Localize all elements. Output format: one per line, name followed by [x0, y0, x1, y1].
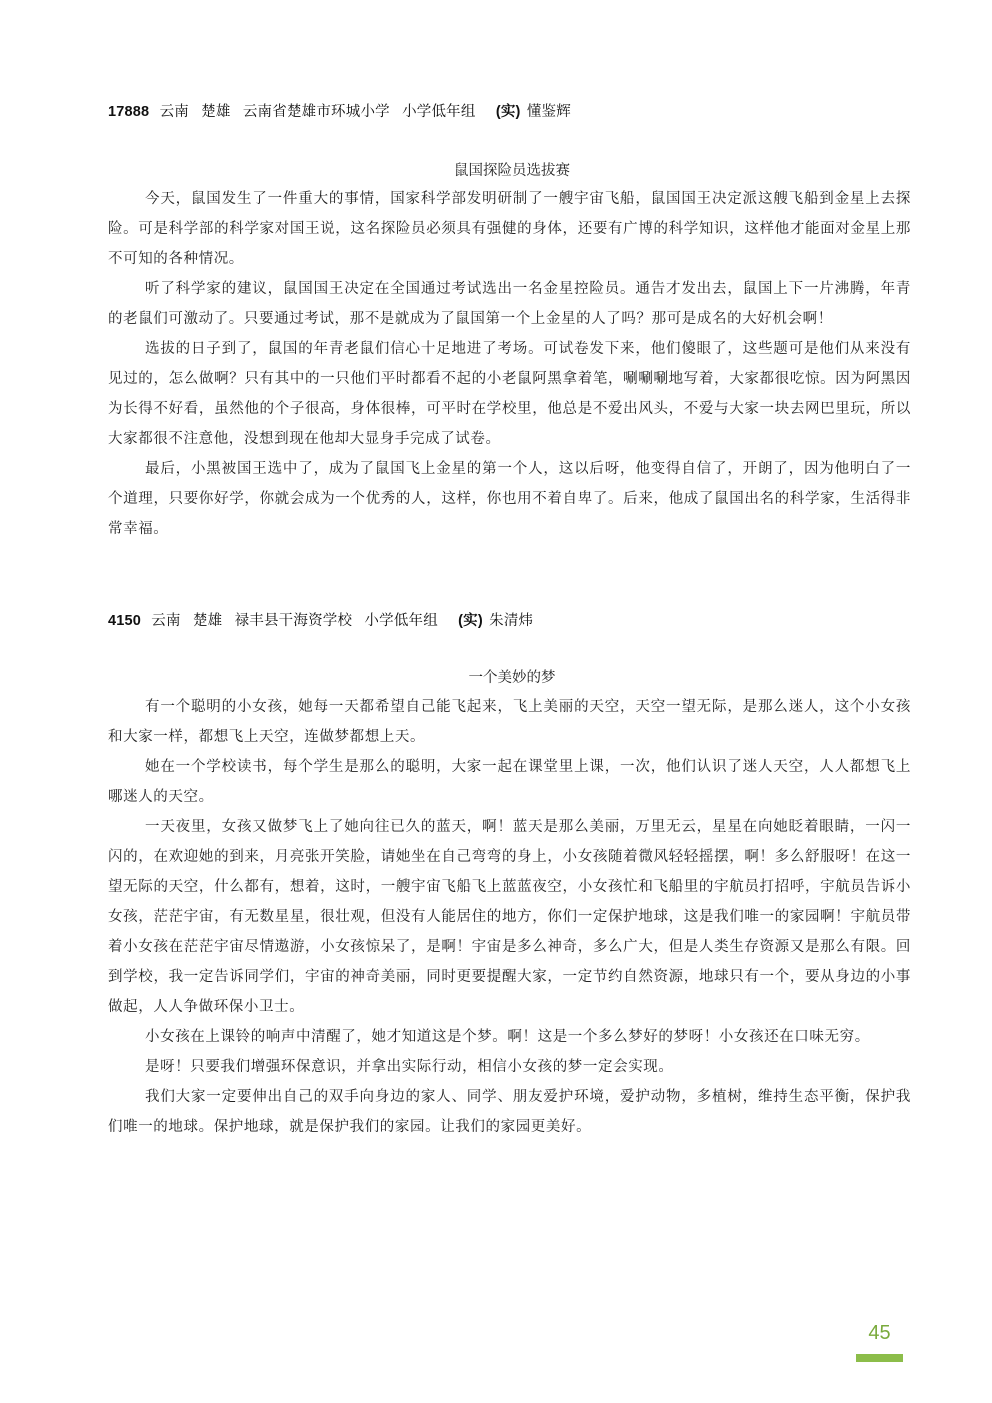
paragraph: 听了科学家的建议，鼠国国王决定在全国通过考试选出一名金星控险员。通告才发出去，鼠国上下一片沸腾，年青的老鼠们可激动了。只要通过考试，那不是就成为了鼠国第一个上金星的人了吗？那可是成名的大好机会啊！	[108, 281, 911, 327]
paragraph: 她在一个学校读书，每个学生是那么的聪明，大家一起在课堂里上课，一次，他们认识了迷人天空，人人都想飞上哪迷人的天空。	[108, 759, 911, 805]
article-body	[108, 692, 911, 1142]
entry-header	[108, 100, 571, 121]
entry-tag: (实)	[495, 104, 521, 120]
article-body	[108, 184, 911, 544]
entry-school: 云南省楚雄市环城小学	[242, 104, 390, 120]
paragraph: 有一个聪明的小女孩，她每一天都希望自己能飞起来，飞上美丽的天空，天空一望无际，是那么迷人，这个小女孩和大家一样，都想飞上天空，连做梦都想上天。	[108, 699, 911, 745]
entry-school: 禄丰县干海资学校	[234, 613, 353, 629]
paragraph: 我们大家一定要伸出自己的双手向身边的家人、同学、朋友爱护环境，爱护动物，多植树，维持生态平衡，保护我们唯一的地球。保护地球，就是保护我们的家园。让我们的家园更美好。	[108, 1089, 911, 1135]
article-title: 一个美妙的梦	[468, 670, 556, 686]
paragraph: 小女孩在上课铃的响声中清醒了，她才知道这是个梦。啊！这是一个多么梦好的梦呀！小女孩还在口味无穷。	[145, 1029, 870, 1045]
entry-author: 懂鉴辉	[526, 104, 571, 120]
entry-id: 17888	[108, 104, 150, 120]
entry-group: 小学低年组	[402, 104, 476, 120]
entry-author: 朱清炜	[489, 613, 534, 629]
page-number-badge	[856, 1318, 903, 1362]
entry-id: 4150	[108, 613, 142, 629]
entry-group: 小学低年组	[364, 613, 438, 629]
page-number: 45	[868, 1322, 891, 1344]
entry-province: 云南	[151, 613, 181, 629]
entry-province: 云南	[159, 104, 189, 120]
entry-city: 楚雄	[192, 613, 223, 629]
paragraph: 最后，小黑被国王选中了，成为了鼠国飞上金星的第一个人，这以后呀，他变得自信了，开朗了，因为他明白了一个道理，只要你好学，你就会成为一个优秀的人，这样，你也用不着自卑了。后来，他成了鼠国出名的科学家，生活得非常幸福。	[108, 461, 911, 537]
paragraph: 选拔的日子到了，鼠国的年青老鼠们信心十足地进了考场。可试卷发下来，他们傻眼了，这些题可是他们从来没有见过的，怎么做啊？只有其中的一只他们平时都看不起的小老鼠阿黑拿着笔，唰唰唰地写着，大家都很吃惊。因为阿黑因为长得不好看，虽然他的个子很高，身体很棒，可平时在学校里，他总是不爱出风头，不爱与大家一块去网巴里玩，所以大家都很不注意他，没想到现在他却大显身手完成了试卷。	[108, 341, 911, 447]
paragraph: 是呀！只要我们增强环保意识，并拿出实际行动，相信小女孩的梦一定会实现。	[145, 1059, 674, 1075]
paragraph: 今天，鼠国发生了一件重大的事情，国家科学部发明研制了一艘宇宙飞船，鼠国国王决定派这艘飞船到金星上去探险。可是科学部的科学家对国王说，这名探险员必须具有强健的身体，还要有广博的科学知识，这样他才能面对金星上那不可知的各种情况。	[108, 191, 911, 267]
entry-city: 楚雄	[201, 104, 231, 120]
entry-header	[108, 609, 533, 630]
page-number-underline	[856, 1354, 903, 1362]
paragraph: 一天夜里，女孩又做梦飞上了她向往已久的蓝天，啊！蓝天是那么美丽，万里无云，星星在向她眨着眼睛，一闪一闪的，在欢迎她的到来，月亮张开笑脸，请她坐在自己弯弯的身上，小女孩随着微风轻轻摇摆，啊！多么舒服呀！在这一望无际的天空，什么都有，想着，这时，一艘宇宙飞船飞上蓝蓝夜空，小女孩忙和飞船里的宇航员打招呼，宇航员告诉小女孩，茫茫宇宙，有无数星星，很壮观，但没有人能居住的地方，你们一定保护地球，这是我们唯一的家园啊！宇航员带着小女孩在茫茫宇宙尽情遨游，小女孩惊呆了，是啊！宇宙是多么神奇，多么广大，但是人类生存资源又是那么有限。回到学校，我一定告诉同学们，宇宙的神奇美丽，同时更要提醒大家，一定节约自然资源，地球只有一个，要从身边的小事做起，人人争做环保小卫士。	[108, 819, 911, 1015]
article-title: 鼠国探险员选拔赛	[454, 163, 570, 179]
entry-tag: (实)	[458, 613, 483, 629]
